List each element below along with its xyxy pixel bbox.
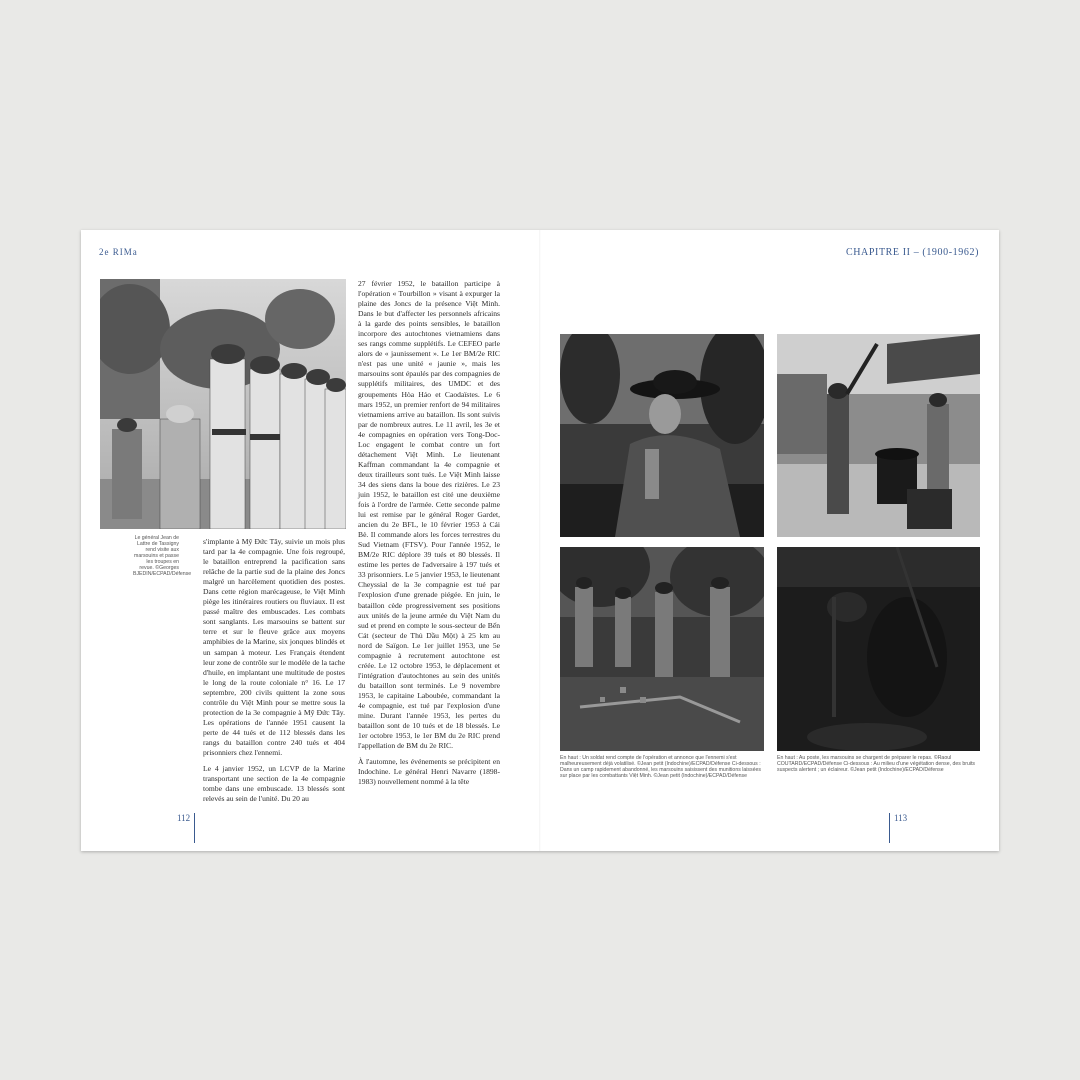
paragraph: À l'automne, les événements se précipitent en Indochine. Le général Henri Navarre (1898-1983) nouvellement nommé à la tête <box>358 757 500 787</box>
photo-parade-caption: Le général Jean de Lattre de Tassigny rend visite aux marsouins et passe les troupes en revue. ©Georges BJEDIN/ECPAD/Défense <box>133 535 192 577</box>
paragraph: Le 4 janvier 1952, un LCVP de la Marine transportant une section de la 4e compagnie tombe dans une embuscade. 13 blessés sont relevés au sein de l'unité. Du 20 au <box>203 764 345 804</box>
left-column-b <box>358 279 500 793</box>
book-spread <box>81 230 999 851</box>
left-page <box>81 230 540 851</box>
folio-right: 113 <box>889 813 907 843</box>
right-page <box>540 230 999 851</box>
photo-soldier-hat <box>560 334 764 537</box>
photo-cooking-post <box>777 334 980 537</box>
paragraph: 27 février 1952, le bataillon participe à l'opération « Tourbillon » visant à expurger la plaine des Joncs de la présence Việt Minh. Dans le but d'affecter les personnels africains à la garde des points sensibles, le bataillon incorpore des autochtones vietnamiens dans ses rangs comme supplétifs. Le CEFEO parle alors de « jaunissement ». Le 1er BM/2e RIC n'est pas une unité « jaunie », mais les marsouins sont épaulés par des compagnies de supplétifs militaires, des UMDC et des groupements Hòa Hảo et Caodaïstes. Le 6 mars 1952, un premier renfort de 94 militaires vietnamiens arrive au bataillon. Ils sont suivis par de nombreux autres. Le 11 avril, les 3e et 4e compagnies en opération vers Tong-Doc-Loc engagent le combat contre un fort détachement Việt Minh. Le lieutenant Kaffman commandant la 4e compagnie et deux tirailleurs sont tués. Le Việt Minh laisse 34 des siens dans la boue des rizières. Le 23 juin 1952, le bataillon est cité une deuxième fois à l'ordre de l'armée. Cette seconde palme lui est remise par le général Roger Gardet, ancien du 2e BFL, le 10 février 1953 à Cái Bè. Il commande alors les forces terrestres du Sud Vietnam (FTSV). Pour l'année 1952, le BM/2e RIC déplore 39 tués et 80 blessés. Il estime les pertes de l'adversaire à 197 tués et 33 prisonniers. Le 5 janvier 1953, le lieutenant Cheyssial de la 3e compagnie est tué par l'explosion d'une grenade piégée. En juin, le bataillon cède progressivement ses positions aux unités de la jeune armée du Việt Nam du sud et prend en compte le sous-secteur de Bến Cát (secteur de Thủ Dầu Một) à 25 km au nord de Saïgon. Le 1er juillet 1953, une 5e compagnie à recrutement autochtone est créée. Le 12 octobre 1953, le déplacement et l'intégration d'autochtones au sein des unités du bataillon sont terminés. Le 9 novembre 1953, le capitaine Laboubée, commandant la 4e compagnie, est tué par l'explosion d'une mine. Durant l'année 1953, les pertes du bataillon sont de 10 tués et de 18 blessés. Le 1er octobre 1953, le 1er BM du 2e RIC prend l'appellation de BM du 2e RIC. <box>358 279 500 751</box>
right-caption-right: En haut : Au poste, les marsouins se chargent de préparer le repas. ©Raoul COUTARD/ECPAD/Défense Ci-dessous : Au milieu d'une végétation dense, des bruits suspects alertent ; un éclaireur. ©Jean petit (Indochine)/ECPAD/Défense <box>777 755 976 773</box>
paragraph: s'implante à Mỹ Đức Tây, suivie un mois plus tard par la 4e compagnie. Une fois regroupé, le bataillon entreprend la pacification sans relâche de la partie sud de la plaine des Joncs malgré un harcèlement quotidien des postes. Dans cette région marécageuse, le Việt Minh piège les itinéraires routiers ou fluviaux. Il est passé maître des embuscades. Les combats sont sanglants. Les marsouins se battent sur terre et sur le fleuve grâce aux moyens amphibies de la Marine, six jonques blindés et un sampan à moteur. Les Français étendent leur zone de contrôle sur le modèle de la tache d'huile, en implantant une multitude de postes le long de la route coloniale n° 16. Le 17 septembre, 200 civils quittent la zone sous contrôle du Việt Minh pour se mettre sous la protection de la 3e compagnie à Mỹ Đức Tây. Les opérations de l'année 1951 causent la perte de 44 tués et de 112 blessés dans les rangs du bataillon contre 240 tués et 404 prisonniers chez l'ennemi. <box>203 537 345 757</box>
photo-abandoned-camp <box>560 547 764 751</box>
folio-left: 112 <box>177 813 195 843</box>
photo-parade-review <box>100 279 346 529</box>
running-head-right: CHAPITRE II – (1900-1962) <box>845 247 979 258</box>
photo-jungle-scout <box>777 547 980 751</box>
running-head-left: 2e RIMa <box>99 247 138 257</box>
right-caption-left: En haut : Un soldat rend compte de l'opération et annonce que l'ennemi s'est malheureusement déjà volatilisé. ©Jean petit (Indochine)/ECPAD/Défense Ci-dessous : Dans un camp rapidement abandonné, les marsouins saisissent des munitions laissées sur place par les combattants Việt Minh. ©Jean petit (Indochine)/ECPAD/Défense <box>560 755 761 779</box>
left-column-a <box>203 537 345 810</box>
